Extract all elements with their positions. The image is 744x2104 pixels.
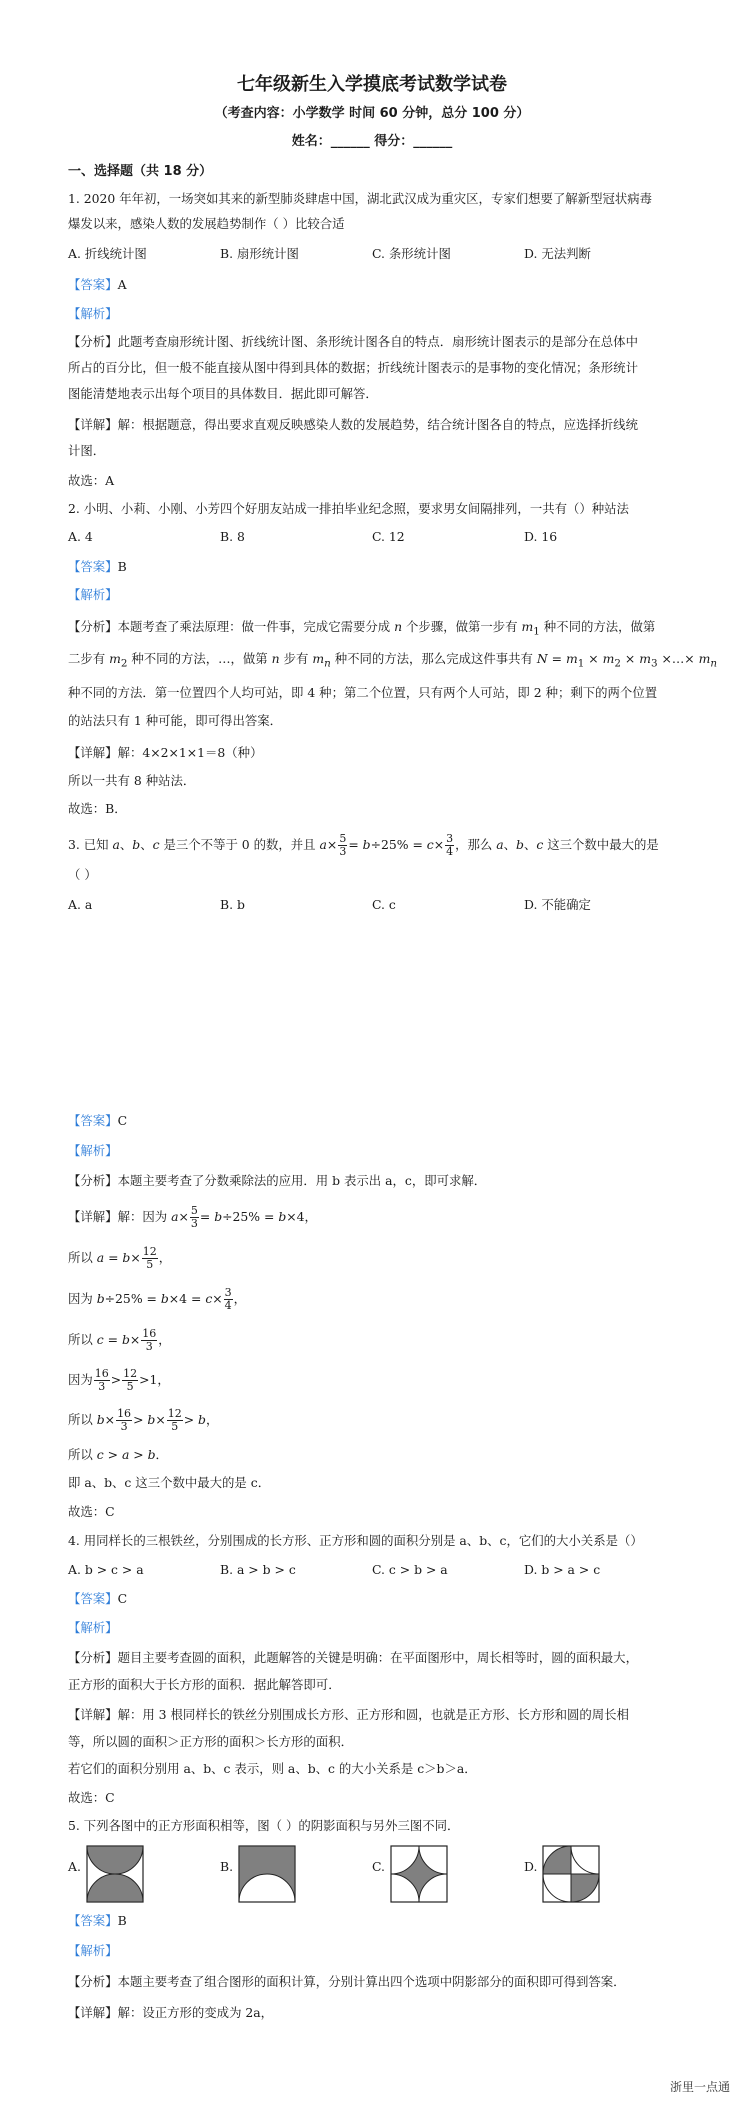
q4-detail-line3: 若它们的面积分别用 a、b、c 表示，则 a、b、c 的大小关系是 c＞b＞a． [68,1761,477,1776]
q3-option-b: B. b [220,897,245,912]
q2-option-c: C. 12 [372,529,405,544]
q2-analysis-tag: 【解析】 [68,587,118,602]
q3-text-line1: 3. 已知 a、b、c 是三个不等于 0 的数，并且 a× $\frac{5}{3}$ = b÷25% = c× $\frac{3}{4}$ ，那么 a、b、c 这三个数中最大的是 [68,832,659,858]
q3-step6: 所以 c > a > b． [68,1447,168,1462]
q3-option-d: D. 不能确定 [524,897,591,912]
q3-step1: 所以 a = b× $\frac{12}{5}$ ， [68,1245,172,1271]
q2-text-line1: 2. 小明、小莉、小刚、小芳四个好朋友站成一排拍毕业纪念照，要求男女间隔排列，一共有（）种站法 [68,501,629,516]
q1-detail-line2: 计图． [68,443,106,458]
q1-conclusion: 故选：A [68,473,115,488]
q4-detail-line1: 【详解】解：用 3 根同样长的铁丝分别围成长方形、正方形和圆，也就是正方形、长方形和圆的周长相 [68,1707,629,1722]
q1-fenxi-line3: 图能清楚地表示出每个项目的具体数目．据此即可解答． [68,386,378,401]
q5-figure-c [390,1845,448,1903]
q5-option-d-label: D. [524,1859,538,1874]
exam-subtitle: （考查内容：小学数学 时间 60 分钟，总分 100 分） [214,106,530,121]
q1-text-line2: 爆发以来，感染人数的发展趋势制作（ ）比较合适 [68,216,345,231]
q1-fenxi-line1: 【分析】此题考查扇形统计图、折线统计图、条形统计图各自的特点．扇形统计图表示的是部分在总体中 [68,334,638,349]
q4-fenxi-line2: 正方形的面积大于长方形的面积．据此解答即可． [68,1677,341,1692]
section-heading: 一、选择题（共 18 分） [68,164,213,179]
q3-fenxi-line1: 【分析】本题主要考查了分数乘除法的应用．用 b 表示出 a，c，即可求解． [68,1173,487,1188]
q3-text-line2: （ ） [68,867,97,882]
q1-fenxi-line2: 所占的百分比，但一般不能直接从图中得到具体的数据；折线统计图表示的是事物的变化情况；条形统计 [68,360,638,375]
q4-option-d: D. b > a > c [524,1562,601,1577]
q3-answer: 【答案】C [68,1113,128,1128]
q4-option-a: A. b > c > a [68,1562,144,1577]
q4-text-line1: 4. 用同样长的三根铁丝，分别围成的长方形、正方形和圆的面积分别是 a、b、c，它们的大小关系是（） [68,1533,643,1548]
q2-answer: 【答案】B [68,559,127,574]
q3-option-a: A. a [68,897,93,912]
q2-detail-line2: 所以一共有 8 种站法． [68,773,196,788]
q1-option-a: A. 折线统计图 [68,246,147,261]
q3-step5: 所以 b× $\frac{16}{3}$ > b× $\frac{12}{5}$ > b， [68,1407,219,1433]
q4-option-b: B. a > b > c [220,1562,296,1577]
q5-option-b-label: B. [220,1859,234,1874]
q1-option-b: B. 扇形统计图 [220,246,299,261]
q2-option-a: A. 4 [68,529,93,544]
q2-fenxi-line3: 种不同的方法．第一位置四个人均可站，即 4 种；第二个位置，只有两个人可站，即 2 种；剩下的两个位置 [68,685,658,700]
q2-option-b: B. 8 [220,529,245,544]
q3-step3: 所以 c = b× $\frac{16}{3}$ ， [68,1327,171,1353]
q2-conclusion: 故选：B． [68,801,127,816]
q5-fenxi-line1: 【分析】本题主要考查了组合图形的面积计算，分别计算出四个选项中阴影部分的面积即可得到答案． [68,1974,626,1989]
q5-analysis-tag: 【解析】 [68,1943,118,1958]
q1-option-c: C. 条形统计图 [372,246,451,261]
q5-text-line1: 5. 下列各图中的正方形面积相等，图（ ）的阴影面积与另外三图不同． [68,1818,460,1833]
q1-answer: 【答案】A [68,277,127,292]
q4-conclusion: 故选：C [68,1790,115,1805]
q5-option-c-label: C. [372,1859,385,1874]
q2-fenxi-line2: 二步有 $m_2$ 种不同的方法，…，做第 n 步有 $m_n$ 种不同的方法，那么完成这件事共有 $N = m_1 \times m_2 \times m_3$ ×…× $m_n$ [68,651,717,670]
q5-figure-a [86,1845,144,1903]
q5-figure-d [542,1845,600,1903]
q1-detail-line1: 【详解】解：根据题意，得出要求直观反映感染人数的发展趋势，结合统计图各自的特点，应选择折线统 [68,417,638,432]
q3-detail-line1: 【详解】解：因为 a× $\frac{5}{3}$ = b÷25% = b×4， [68,1204,317,1230]
page-title: 七年级新生入学摸底考试数学试卷 [237,74,507,95]
q5-option-a-label: A. [68,1859,81,1874]
q5-figure-b [238,1845,296,1903]
q1-option-d: D. 无法判断 [524,246,591,261]
q3-conclusion: 故选：C [68,1504,115,1519]
q1-analysis-tag: 【解析】 [68,306,118,321]
q4-fenxi-line1: 【分析】题目主要考查圆的面积，此题解答的关键是明确：在平面图形中，周长相等时，圆的面积最大， [68,1650,638,1665]
q2-detail-line1: 【详解】解：4×2×1×1＝8（种） [68,745,263,760]
q3-step7: 即 a、b、c 这三个数中最大的是 c． [68,1475,271,1490]
q5-answer: 【答案】B [68,1913,127,1928]
footer-brand: 浙里一点通 [669,2080,730,2094]
q3-analysis-tag: 【解析】 [68,1143,118,1158]
q1-text-line1: 1. 2020 年年初，一场突如其来的新型肺炎肆虐中国，湖北武汉成为重灾区，专家们想要了解新型冠状病毒 [68,191,653,206]
q2-fenxi-line1: 【分析】本题考查了乘法原理：做一件事，完成它需要分成 n 个步骤，做第一步有 $m_1$ 种不同的方法，做第 [68,619,656,638]
q3-option-c: C. c [372,897,396,912]
q4-detail-line2: 等，所以圆的面积＞正方形的面积＞长方形的面积． [68,1734,353,1749]
q4-answer: 【答案】C [68,1591,128,1606]
name-score-line: 姓名：______ 得分：______ [291,134,453,149]
q2-option-d: D. 16 [524,529,558,544]
q5-detail-line1: 【详解】解：设正方形的变成为 2a， [68,2005,274,2020]
q3-step2: 因为 b÷25% = b×4 = c× $\frac{3}{4}$ ， [68,1286,247,1312]
q4-analysis-tag: 【解析】 [68,1620,118,1635]
q4-option-c: C. c > b > a [372,1562,448,1577]
q2-fenxi-line4: 的站法只有 1 种可能，即可得出答案． [68,713,283,728]
q3-step4: 因为 $\frac{16}{3}$ > $\frac{12}{5}$ >1， [68,1367,170,1393]
